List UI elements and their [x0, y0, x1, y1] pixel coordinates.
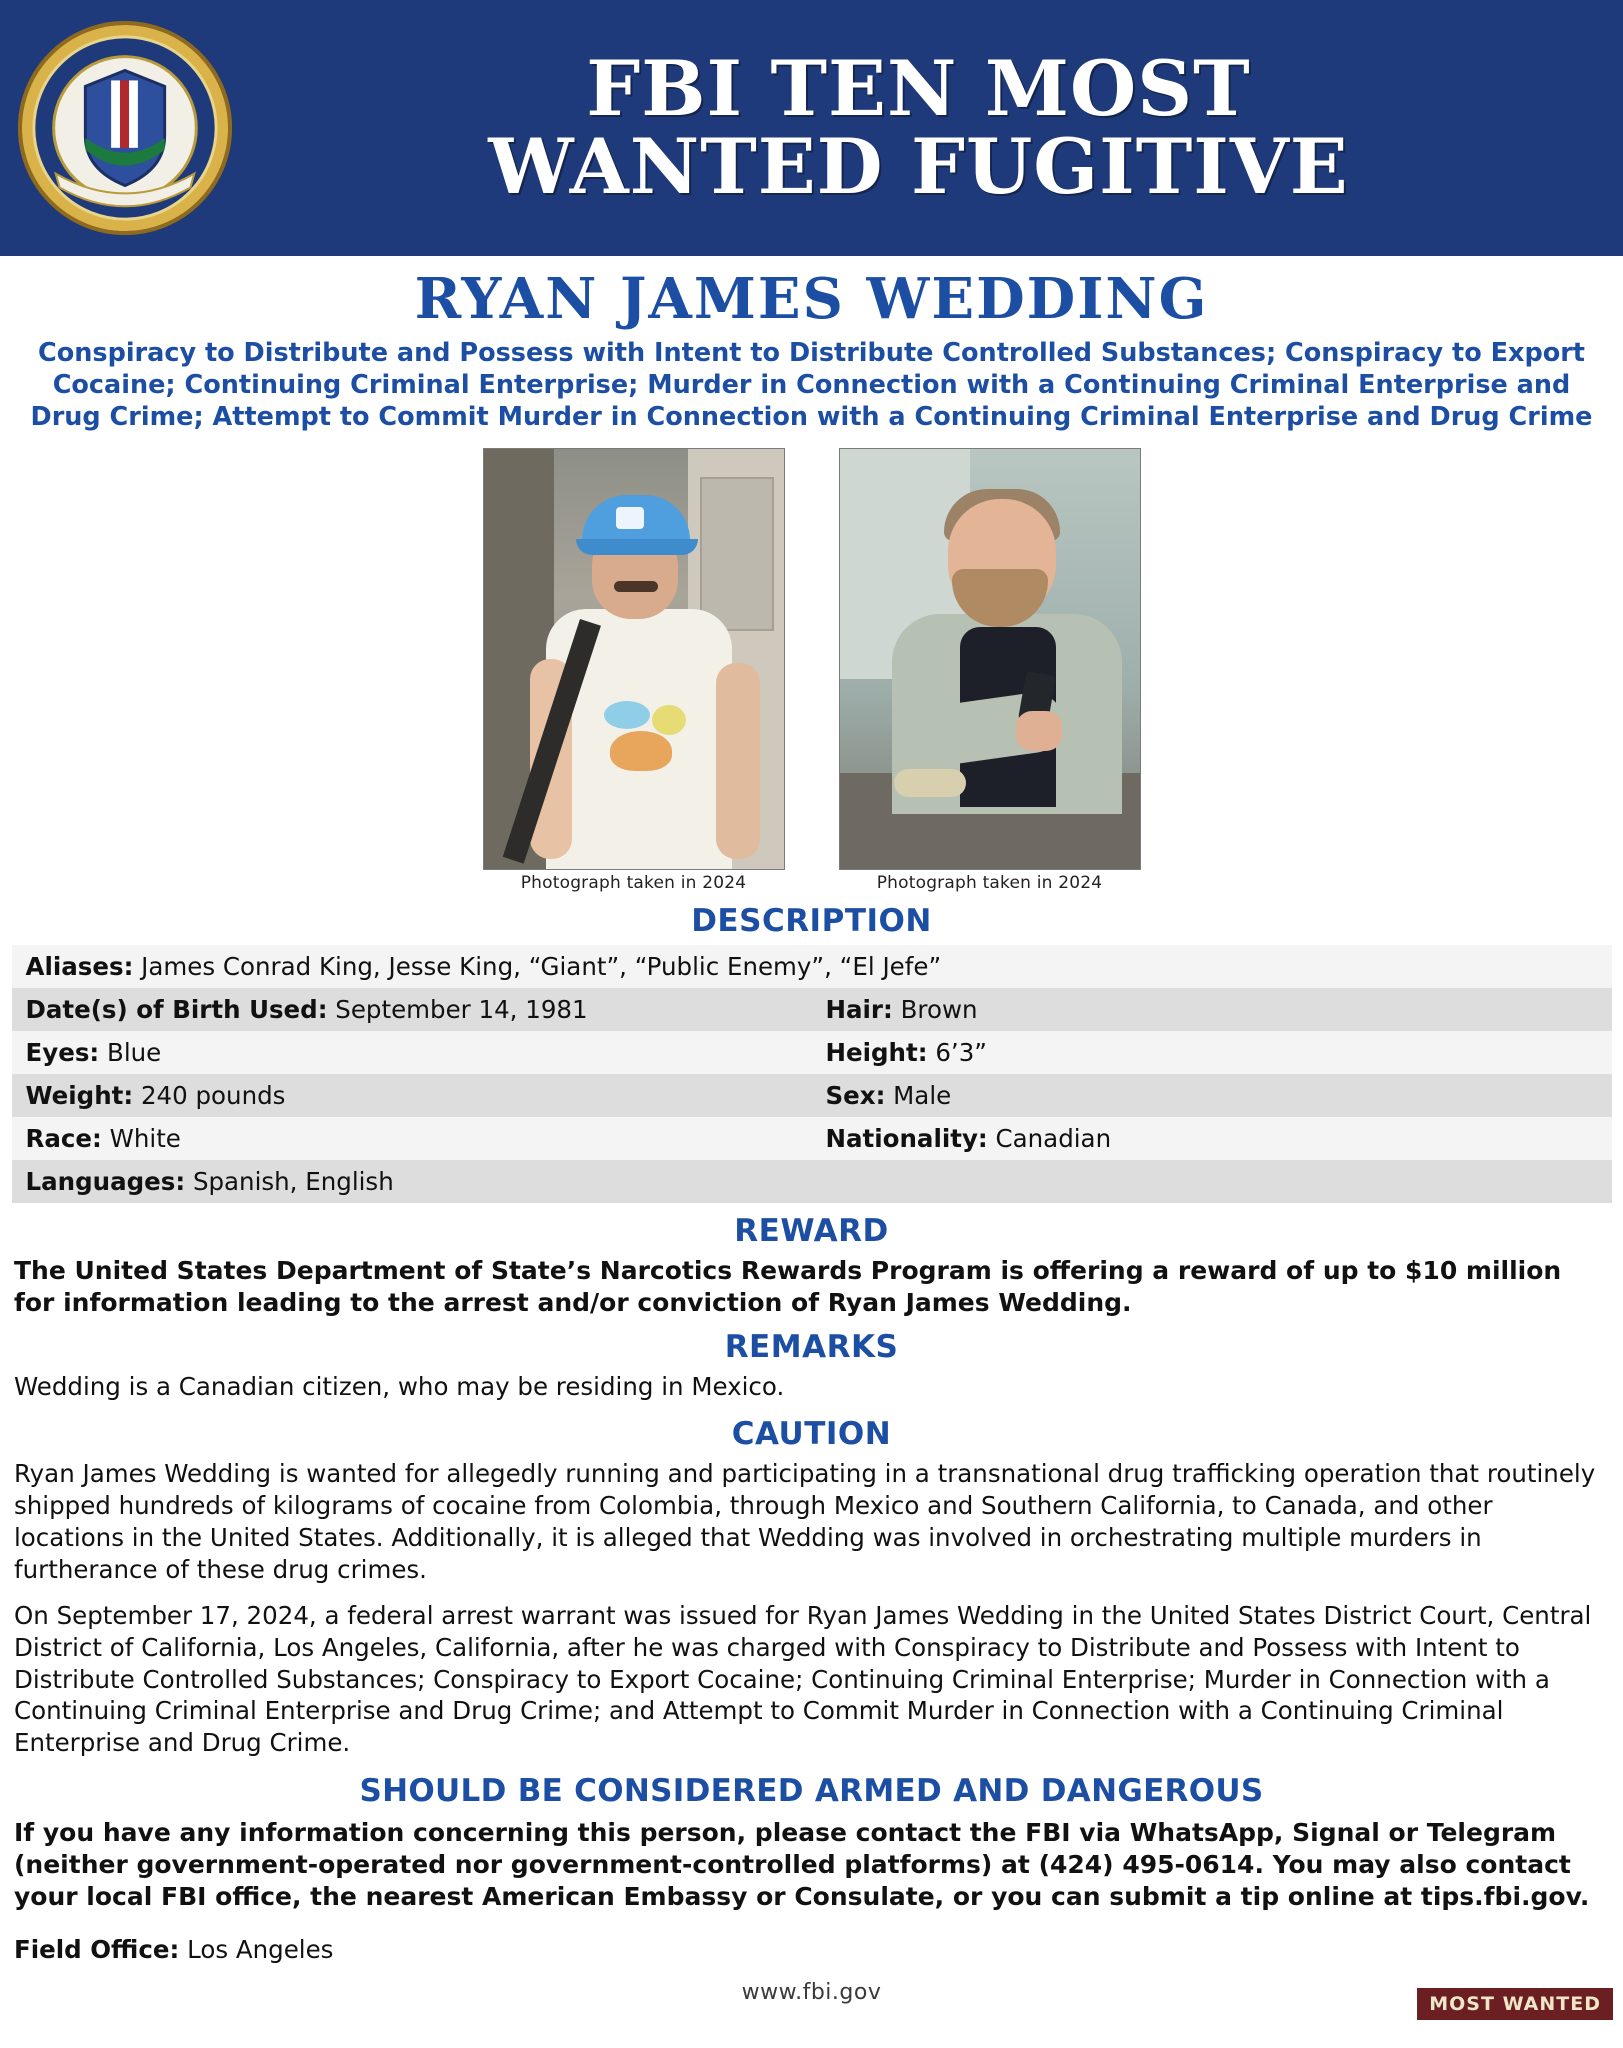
- sex-value: Male: [893, 1080, 952, 1110]
- subject-name: RYAN JAMES WEDDING: [414, 266, 1209, 332]
- table-row-languages: [12, 1160, 1612, 1203]
- table-row-dob-hair: [12, 988, 1612, 1031]
- weight-value: 240 pounds: [140, 1080, 286, 1110]
- hair-value: Brown: [900, 994, 978, 1024]
- aliases-cell: [12, 945, 1612, 988]
- charges-text: Conspiracy to Distribute and Possess with Intent to Distribute Controlled Substances; Conspiracy to Export Cocaine; Continuing Criminal Enterprise; Murder in Connection with a Continuing Criminal Enterprise and Drug Crime; Attempt to Commit Murder in Connection with a Continuing Criminal Enterprise and Drug Crime: [30, 338, 1593, 432]
- remarks-text: Wedding is a Canadian citizen, who may be residing in Mexico.: [14, 1371, 785, 1401]
- poster-footer: [0, 1980, 1623, 2020]
- seated-man-with-phone-photo: [839, 448, 1141, 870]
- nationality-label: Nationality:: [825, 1123, 988, 1153]
- dob-cell: [12, 988, 812, 1031]
- height-cell: [812, 1031, 1612, 1074]
- languages-cell: [12, 1160, 1612, 1203]
- photo-gallery: [0, 448, 1623, 893]
- table-row-aliases: [12, 945, 1612, 988]
- fbi-seal-icon: [16, 19, 234, 237]
- aliases-value: James Conrad King, Jesse King, “Giant”, “Public Enemy”, “El Jefe”: [141, 951, 942, 981]
- field-office: [0, 1935, 1623, 1964]
- field-office-value: Los Angeles: [187, 1935, 334, 1965]
- reward-text: The United States Department of State’s Narcotics Rewards Program is offering a reward of up to $10 million for information leading to the arrest and/or conviction of Ryan James Wedding.: [14, 1255, 1562, 1317]
- eyes-value: Blue: [107, 1037, 162, 1067]
- most-wanted-badge: MOST WANTED: [1417, 1988, 1613, 2020]
- weight-label: Weight:: [25, 1080, 134, 1110]
- dob-value: September 14, 1981: [335, 994, 588, 1024]
- man-in-blue-cap-photo: [483, 448, 785, 870]
- table-row-weight-sex: [12, 1074, 1612, 1117]
- section-title-remarks: REMARKS: [724, 1328, 899, 1365]
- description-table: [12, 945, 1612, 1203]
- aliases-label: Aliases:: [25, 951, 134, 981]
- photo-block-1: [483, 448, 785, 893]
- hair-cell: [812, 988, 1612, 1031]
- sex-cell: [812, 1074, 1612, 1117]
- caution-paragraph-1: Ryan James Wedding is wanted for allegedly running and participating in a transnational drug trafficking operation that routinely shipped hundreds of kilograms of cocaine from Colombia, through Mexico and Southern California, to Canada, and other locations in the United States. Additionally, it is alleged that Wedding was involved in orchestrating multiple murders in furtherance of these drug crimes.: [14, 1459, 1596, 1584]
- section-title-caution: CAUTION: [731, 1416, 892, 1453]
- photo-caption-2: Photograph taken in 2024: [876, 872, 1103, 893]
- languages-value: Spanish, English: [192, 1166, 394, 1196]
- height-label: Height:: [825, 1037, 928, 1067]
- nationality-cell: [812, 1117, 1612, 1160]
- caution-paragraph-2: On September 17, 2024, a federal arrest warrant was issued for Ryan James Wedding in the United States District Court, Central District of California, Los Angeles, California, after he was charged with Conspiracy to Distribute and Possess with Intent to Distribute Controlled Substances; Conspiracy to Export Cocaine; Continuing Criminal Enterprise; Murder in Connection with a Continuing Criminal Enterprise and Drug Crime; and Attempt to Commit Murder in Connection with a Continuing Criminal Enterprise and Drug Crime.: [14, 1600, 1592, 1758]
- contact-text: If you have any information concerning this person, please contact the FBI via WhatsApp, Signal or Telegram (neither government-operated nor government-controlled platforms) at (424) 495-0614. You may also contact your local FBI office, the nearest American Embassy or Consulate, or you can submit a tip online at tips.fbi.gov.: [14, 1818, 1590, 1912]
- eyes-cell: [12, 1031, 812, 1074]
- poster-title: [244, 44, 1623, 211]
- poster-title-line-1: FBI TEN MOST: [586, 44, 1251, 134]
- sex-label: Sex:: [825, 1080, 886, 1110]
- section-title-reward: REWARD: [734, 1212, 889, 1249]
- race-value: White: [109, 1123, 181, 1153]
- languages-label: Languages:: [25, 1166, 186, 1196]
- table-row-race-nationality: [12, 1117, 1612, 1160]
- race-cell: [12, 1117, 812, 1160]
- field-office-label: Field Office:: [14, 1935, 180, 1965]
- photo-caption-1: Photograph taken in 2024: [520, 872, 747, 893]
- armed-and-dangerous-notice: SHOULD BE CONSIDERED ARMED AND DANGEROUS: [359, 1773, 1264, 1810]
- dob-label: Date(s) of Birth Used:: [25, 994, 328, 1024]
- poster-title-line-2: WANTED FUGITIVE: [488, 122, 1349, 211]
- section-title-description: DESCRIPTION: [691, 902, 932, 939]
- eyes-label: Eyes:: [25, 1037, 100, 1067]
- nationality-value: Canadian: [995, 1123, 1112, 1153]
- hair-label: Hair:: [825, 994, 893, 1024]
- fbi-website-url[interactable]: www.fbi.gov: [741, 1980, 882, 2006]
- weight-cell: [12, 1074, 812, 1117]
- poster-header-banner: [0, 0, 1623, 256]
- height-value: 6’3”: [935, 1037, 987, 1067]
- race-label: Race:: [25, 1123, 102, 1153]
- table-row-eyes-height: [12, 1031, 1612, 1074]
- photo-block-2: [839, 448, 1141, 893]
